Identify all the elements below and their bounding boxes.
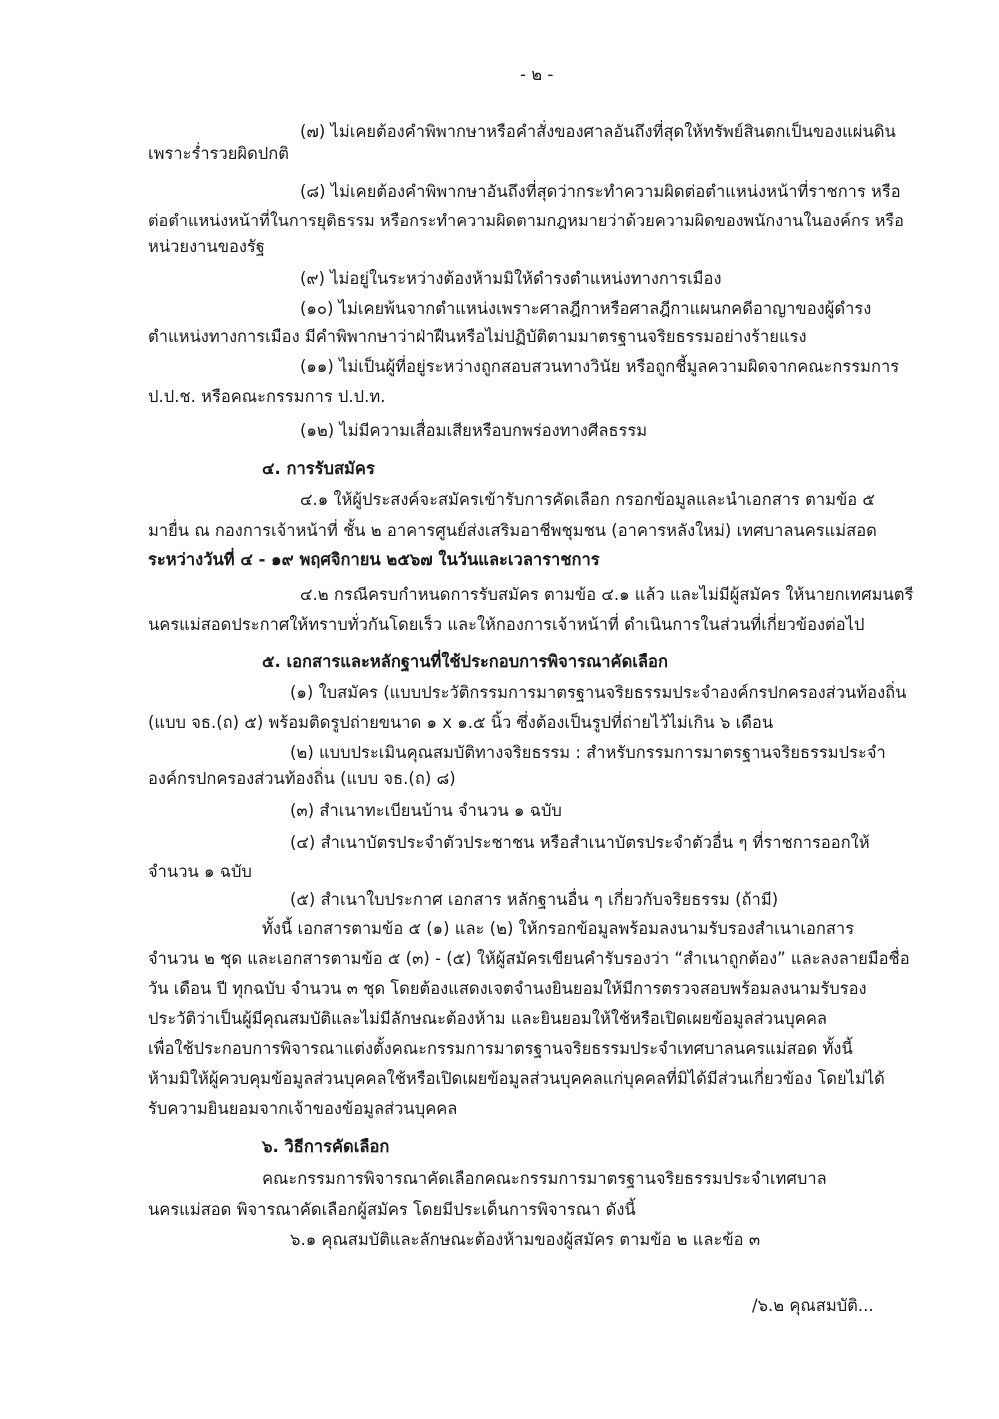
section-4-1-line-1: ๔.๑ ให้ผู้ประสงค์จะสมัครเข้ารับการคัดเลือก กรอกข้อมูลและนำเอกสาร ตามข้อ ๕	[300, 490, 875, 509]
section-4-1-dates: ระหว่างวันที่ ๔ - ๑๙ พฤศจิกายน ๒๕๖๗ ในวันและเวลาราชการ	[148, 550, 600, 569]
section-4-2-line-1: ๔.๒ กรณีครบกำหนดการรับสมัคร ตามข้อ ๔.๑ แล้ว และไม่มีผู้สมัคร ให้นายกเทศมนตรี	[300, 585, 914, 604]
documents-note-line-3: วัน เดือน ปี ทุกฉบับ จำนวน ๓ ชุด โดยต้องแสดงเจตจำนงยินยอมให้มีการตรวจสอบพร้อมลงนามรับรอง	[148, 979, 867, 998]
section-6-para-line-2: นครแม่สอด พิจารณาคัดเลือกผู้สมัคร โดยมีประเด็นการพิจารณา ดังนี้	[148, 1200, 636, 1219]
qualification-8-line-1: (๘) ไม่เคยต้องคำพิพากษาอันถึงที่สุดว่ากระทำความผิดต่อตำแหน่งหน้าที่ราชการ หรือ	[300, 182, 901, 201]
qualification-9: (๙) ไม่อยู่ในระหว่างต้องห้ามมิให้ดำรงตำแหน่งทางการเมือง	[300, 269, 722, 288]
qualification-11-line-1: (๑๑) ไม่เป็นผู้ที่อยู่ระหว่างถูกสอบสวนทางวินัย หรือถูกชี้มูลความผิดจากคณะกรรมการ	[300, 357, 900, 376]
document-4-line-1: (๔) สำเนาบัตรประจำตัวประชาชน หรือสำเนาบัตรประจำตัวอื่น ๆ ที่ราชการออกให้	[290, 833, 870, 852]
qualification-8-line-2: ต่อตำแหน่งหน้าที่ในการยุติธรรม หรือกระทำความผิดตามกฎหมายว่าด้วยความผิดของพนักงานในองค์กร หรือ	[148, 211, 904, 230]
documents-note-line-1: ทั้งนี้ เอกสารตามข้อ ๕ (๑) และ (๒) ให้กรอกข้อมูลพร้อมลงนามรับรองสำเนาเอกสาร	[262, 919, 855, 938]
documents-note-line-4: ประวัติว่าเป็นผู้มีคุณสมบัติและไม่มีลักษณะต้องห้าม และยินยอมให้ใช้หรือเปิดเผยข้อมูลส่วนบุคคล	[148, 1009, 827, 1028]
section-4-1-line-2: มายื่น ณ กองการเจ้าหน้าที่ ชั้น ๒ อาคารศูนย์ส่งเสริมอาชีพชุมชน (อาคารหลังใหม่) เทศบาลนครแม่สอด	[148, 521, 877, 540]
document-1-line-2: (แบบ จธ.(ถ) ๕) พร้อมติดรูปถ่ายขนาด ๑ x ๑.๕ นิ้ว ซึ่งต้องเป็นรูปที่ถ่ายไว้ไม่เกิน ๖ เดือน	[148, 713, 774, 732]
document-5: (๕) สำเนาใบประกาศ เอกสาร หลักฐานอื่น ๆ เกี่ยวกับจริยธรรม (ถ้ามี)	[290, 890, 779, 909]
document-2-line-1: (๒) แบบประเมินคุณสมบัติทางจริยธรรม : สำหรับกรรมการมาตรฐานจริยธรรมประจำ	[290, 743, 886, 762]
qualification-10-line-1: (๑๐) ไม่เคยพ้นจากตำแหน่งเพราะศาลฎีกาหรือศาลฎีกาแผนกคดีอาญาของผู้ดำรง	[300, 299, 872, 318]
continuation-marker: /๖.๒ คุณสมบัติ...	[752, 1296, 874, 1315]
section-5-heading: ๕. เอกสารและหลักฐานที่ใช้ประกอบการพิจารณาคัดเลือก	[262, 652, 668, 671]
document-1-line-1: (๑) ใบสมัคร (แบบประวัติกรรมการมาตรฐานจริยธรรมประจำองค์กรปกครองส่วนท้องถิ่น	[290, 683, 907, 702]
qualification-11-line-2: ป.ป.ช. หรือคณะกรรมการ ป.ป.ท.	[148, 387, 386, 406]
documents-note-line-7: รับความยินยอมจากเจ้าของข้อมูลส่วนบุคคล	[148, 1099, 458, 1118]
section-4-2-line-2: นครแม่สอดประกาศให้ทราบทั่วกันโดยเร็ว และให้กองการเจ้าหน้าที่ ดำเนินการในส่วนที่เกี่ยวข้องต่อไป	[148, 615, 865, 634]
section-6-para-line-1: คณะกรรมการพิจารณาคัดเลือกคณะกรรมการมาตรฐานจริยธรรมประจำเทศบาล	[262, 1169, 827, 1188]
page-number: - ๒ -	[520, 65, 554, 84]
section-6-1: ๖.๑ คุณสมบัติและลักษณะต้องห้ามของผู้สมัคร ตามข้อ ๒ และข้อ ๓	[290, 1230, 761, 1249]
qualification-12: (๑๒) ไม่มีความเสื่อมเสียหรือบกพร่องทางศีลธรรม	[300, 421, 648, 440]
qualification-7-line-2: เพราะร่ำรวยผิดปกติ	[148, 144, 289, 163]
document-4-line-2: จำนวน ๑ ฉบับ	[148, 862, 252, 881]
qualification-10-line-2: ตำแหน่งทางการเมือง มีคำพิพากษาว่าฝ่าฝืนหรือไม่ปฏิบัติตามมาตรฐานจริยธรรมอย่างร้ายแรง	[148, 327, 807, 346]
documents-note-line-6: ห้ามมิให้ผู้ควบคุมข้อมูลส่วนบุคคลใช้หรือเปิดเผยข้อมูลส่วนบุคคลแก่บุคคลที่มิได้มีส่วนเกี่ยวข้อง โดยไม่ได้	[148, 1069, 885, 1088]
section-4-heading: ๔. การรับสมัคร	[262, 459, 375, 478]
section-6-heading: ๖. วิธีการคัดเลือก	[262, 1137, 390, 1156]
qualification-7-line-1: (๗) ไม่เคยต้องคำพิพากษาหรือคำสั่งของศาลอันถึงที่สุดให้ทรัพย์สินตกเป็นของแผ่นดิน	[300, 122, 896, 141]
document-3: (๓) สำเนาทะเบียนบ้าน จำนวน ๑ ฉบับ	[290, 801, 562, 820]
documents-note-line-5: เพื่อใช้ประกอบการพิจารณาแต่งตั้งคณะกรรมการมาตรฐานจริยธรรมประจำเทศบาลนครแม่สอด ทั้งนี้	[148, 1039, 853, 1058]
documents-note-line-2: จำนวน ๒ ชุด และเอกสารตามข้อ ๕ (๓) - (๕) ให้ผู้สมัครเขียนคำรับรองว่า “สำเนาถูกต้อง” และลงลายมือชื่อ	[148, 949, 910, 968]
qualification-8-line-3: หน่วยงานของรัฐ	[148, 237, 265, 256]
document-2-line-2: องค์กรปกครองส่วนท้องถิ่น (แบบ จธ.(ถ) ๘)	[148, 769, 456, 788]
